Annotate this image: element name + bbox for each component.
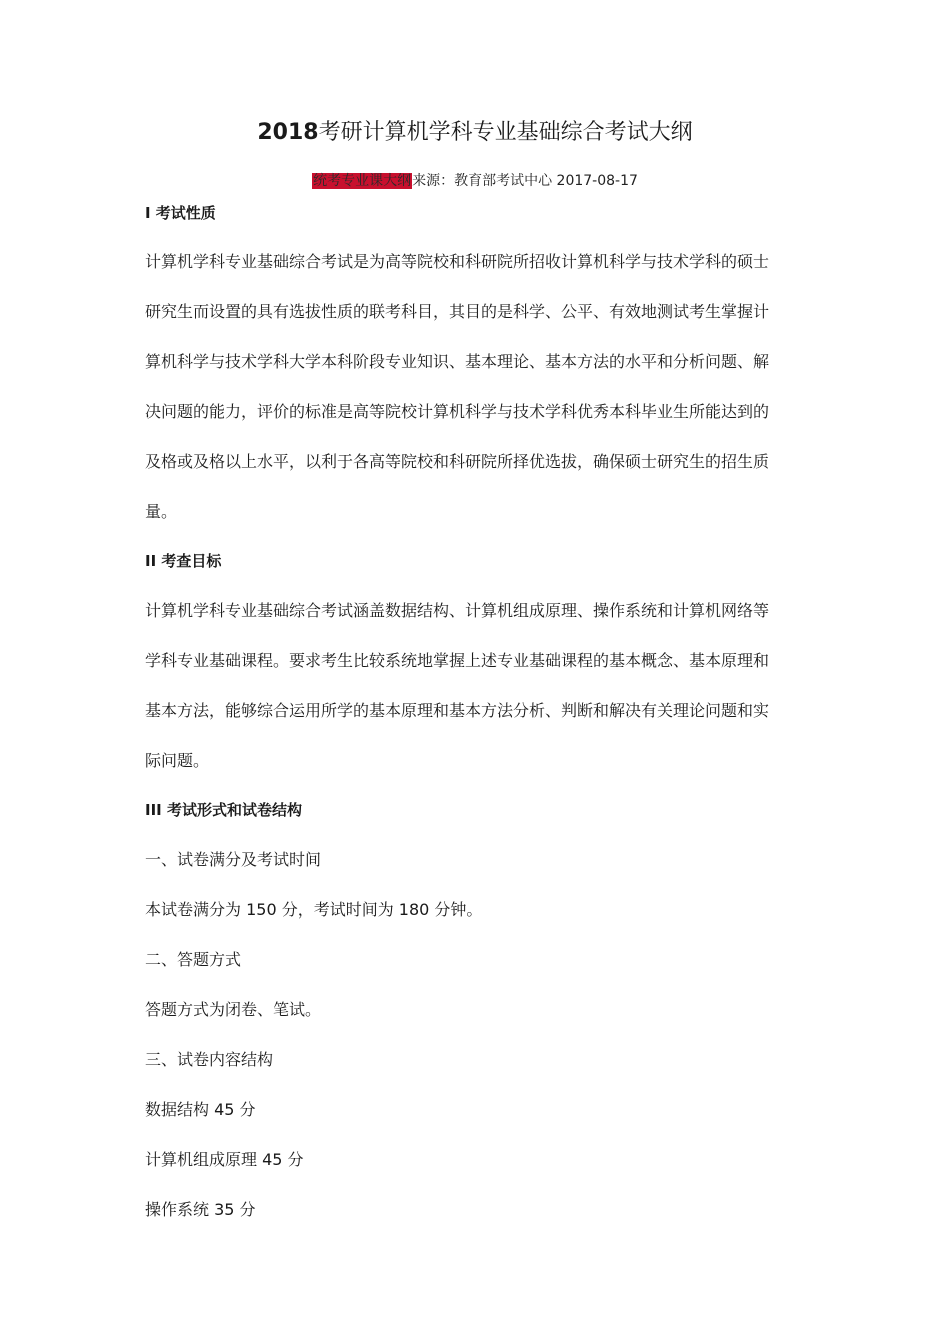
paragraph-line: 基本方法，能够综合运用所学的基本原理和基本方法分析、判断和解决有关理论问题和实 [145,701,770,720]
meta-line [0,171,950,191]
list-item: 操作系统 35 分 [145,1200,256,1219]
subsection-line: 二、答题方式 [145,950,242,969]
paragraph-line: 本试卷满分为 150 分，考试时间为 180 分钟。 [145,900,483,919]
source-text: 来源：教育部考试中心 2017-08-17 [412,173,638,189]
subsection-line: 一、试卷满分及考试时间 [145,850,322,869]
paragraph-line: 研究生而设置的具有选拔性质的联考科目，其目的是科学、公平、有效地测试考生掌握计 [145,302,770,321]
paragraph-line: 量。 [145,502,178,521]
section-heading: I 考试性质 [145,204,216,222]
paragraph-line: 算机科学与技术学科大学本科阶段专业知识、基本理论、基本方法的水平和分析问题、解 [145,352,770,371]
list-item: 数据结构 45 分 [145,1100,256,1119]
paragraph-line: 计算机学科专业基础综合考试是为高等院校和科研院所招收计算机科学与技术学科的硕士 [145,252,770,271]
paragraph-line: 决问题的能力，评价的标准是高等院校计算机科学与技术学科优秀本科毕业生所能达到的 [145,402,770,421]
page-title [0,118,950,148]
category-tag: 统考专业课大纲 [313,173,412,189]
section-heading: II 考查目标 [145,552,222,570]
title-text: 考研计算机学科专业基础综合考试大纲 [318,120,693,145]
paragraph-line: 际问题。 [145,751,210,770]
paragraph-line: 及格或及格以上水平，以利于各高等院校和科研院所择优选拔，确保硕士研究生的招生质 [145,452,770,471]
paragraph-line: 计算机学科专业基础综合考试涵盖数据结构、计算机组成原理、操作系统和计算机网络等 [145,601,770,620]
section-heading: III 考试形式和试卷结构 [145,801,302,819]
title-year: 2018 [257,120,319,145]
list-item: 计算机组成原理 45 分 [145,1150,304,1169]
subsection-line: 三、试卷内容结构 [145,1050,274,1069]
paragraph-line: 答题方式为闭卷、笔试。 [145,1000,322,1019]
paragraph-line: 学科专业基础课程。要求考生比较系统地掌握上述专业基础课程的基本概念、基本原理和 [145,651,770,670]
